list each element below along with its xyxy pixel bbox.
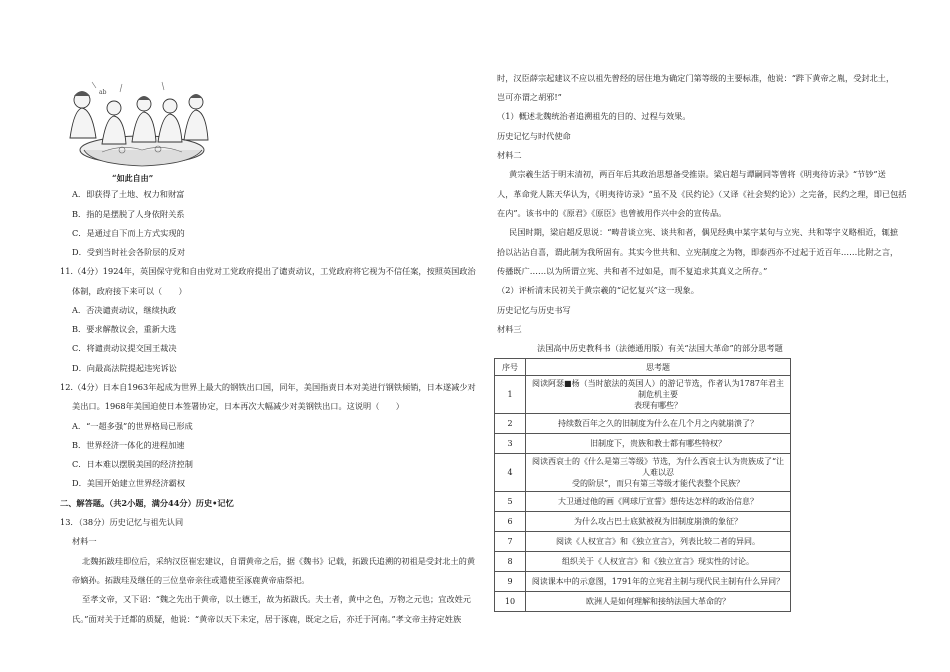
- m1-cont-line2: 岂可亦谓之胡邪!”: [497, 92, 562, 102]
- row-question: 持续数百年之久的旧制度为什么在几个月之内就崩溃了？: [526, 414, 791, 434]
- row-no: 10: [495, 592, 526, 612]
- row-question: 阅读《人权宣言》和《独立宣言》，列表比较二者的异同。: [526, 532, 791, 552]
- q10-option-b: B．指的是摆脱了人身依附关系: [72, 209, 185, 219]
- q10-option-d: D．受到当时社会各阶层的反对: [72, 247, 186, 257]
- q12-option-d: D．美国开始建立世界经济霸权: [72, 478, 186, 488]
- svg-text:ab: ab: [99, 89, 107, 96]
- m1-para1-line2: 帝嫡孙。拓跋珪及继任的三位皇帝亲往或遣使至涿鹿黄帝庙祭祀。: [72, 575, 310, 585]
- cartoon-illustration: [62, 78, 212, 168]
- table-row: [495, 434, 791, 454]
- q10-option-a: A．即获得了土地、权力和财富: [72, 189, 185, 199]
- table-row: [495, 414, 791, 434]
- row-no: 8: [495, 552, 526, 572]
- table-row: [495, 376, 791, 414]
- row-no: 2: [495, 414, 526, 434]
- row-question: 组织关于《人权宣言》和《独立宣言》现实性的讨论。: [526, 552, 791, 572]
- table-title: 法国高中历史教科书（法德通用版）有关“法国大革命”的部分思考题: [537, 343, 783, 353]
- table-row: [495, 592, 791, 612]
- row-question-line: 阅读西哀士的《什么是第三等级》节选，为什么西哀士认为贵族成了“让人难以忍: [531, 457, 785, 477]
- row-question-line: 阅读阿瑟■杨（当时旅法的英国人）的游记节选，作者认为1787年君主制危机主要: [532, 379, 784, 399]
- table-header-row: [495, 359, 791, 376]
- header-no: 序号: [495, 359, 526, 376]
- row-no: 9: [495, 572, 526, 592]
- header-question: 思考题: [526, 359, 791, 376]
- m2-para1-line2: 人，革命党人陈天华认为，《明夷待访录》“虽不及《民约论》（又译《社会契约论》）之完备，民约之理，即已包括: [497, 189, 907, 199]
- row-question-line: 表现有哪些？: [634, 401, 682, 410]
- q10-option-c: C．是通过自下而上方式实现的: [72, 228, 185, 238]
- table-row: [495, 552, 791, 572]
- material-1-label: 材料一: [72, 536, 97, 546]
- illustration-caption: “如此自由”: [112, 173, 154, 183]
- row-no: 7: [495, 532, 526, 552]
- m1-para1-line1: 北魏拓跋珪即位后，采纳汉臣崔宏建议，自谓黄帝之后，据《魏书》记载，拓跋氏追溯的初祖是受封北土的黄: [82, 556, 476, 566]
- q11-option-d: D．向最高法院提起违宪诉讼: [72, 363, 177, 373]
- section-2-heading: 二、解答题。（共2小题，满分44分）历史•记忆: [60, 498, 234, 508]
- row-no: 3: [495, 434, 526, 454]
- row-question: 旧制度下，贵族和教士都有哪些特权？: [526, 434, 791, 454]
- table-row: [495, 532, 791, 552]
- m2-para2-line2: 拾以沾沾自喜，谓此制为我所固有。其实今世共和、立宪制度之为物，即泰西亦不过起于近百年……比附之言，: [497, 247, 899, 257]
- row-question: 大卫通过他的画《网球厅宣誓》想传达怎样的政治信息？: [526, 492, 791, 512]
- m2-para1-line3: 在内”。该书中的《原君》《原臣》也曾被用作兴中会的宣传品。: [497, 208, 727, 218]
- q11-stem-line2: 体制，政府接下来可以（ ）: [72, 286, 187, 296]
- m1-cont-line1: 时，汉臣薛宗起建议不应以祖先曾经的居住地为确定门第等级的主要标准，他说：“跸下黄帝之胤，受封北土，: [497, 73, 895, 83]
- q12-stem-line1: 12.（4分）日本自1963年起成为世界上最大的钢铁出口国，同年，美国指责日本对美进行钢铁倾销，日本遂减少对: [60, 382, 476, 392]
- table-row: [495, 492, 791, 512]
- q12-option-b: B．世界经济一体化的进程加速: [72, 440, 185, 450]
- row-no: 6: [495, 512, 526, 532]
- sub-question-2: （2）评析清末民初关于黄宗羲的“记忆复兴”这一现象。: [497, 285, 699, 295]
- row-question: [526, 376, 791, 414]
- row-no: 5: [495, 492, 526, 512]
- row-question: 为什么攻占巴士底狱被视为旧制度崩溃的象征？: [526, 512, 791, 532]
- heading-memory-writing: 历史记忆与历史书写: [497, 305, 571, 315]
- q11-stem-line1: 11.（4分）1924年，英国保守党和自由党对工党政府提出了谴责动议，工党政府将它视为不信任案，按照英国政治: [60, 266, 476, 276]
- heading-memory-mission: 历史记忆与时代使命: [497, 131, 571, 141]
- table-row: [495, 454, 791, 492]
- table-row: [495, 572, 791, 592]
- m2-para1-line1: 黄宗羲生活于明末清初，两百年后其政治思想备受推崇。梁启超与谭嗣同等曾将《明夷待访录》“节钞”送: [509, 169, 886, 179]
- questions-table: [494, 358, 791, 612]
- row-no: 4: [495, 454, 526, 492]
- row-question-line: 受的阶层”，而只有第三等级才能代表整个民族？: [571, 479, 745, 488]
- row-question: 欧洲人是如何理解和接纳法国大革命的？: [526, 592, 791, 612]
- m2-para2-line3: 传播既广……以为所谓立宪、共和者不过如是，而不复追求其真义之所存。”: [497, 266, 768, 276]
- sub-question-1: （1）概述北魏统治者追溯祖先的目的、过程与效果。: [497, 111, 691, 121]
- m1-para2-line2: 氏。”面对关于迁都的质疑，他说：“黄帝以天下未定，居于涿鹿，既定之后，亦迁于河南。”孝文帝主持定姓族: [72, 614, 462, 624]
- q12-stem-line2: 美出口。1968年美国迫使日本签署协定，日本再次大幅减少对美钢铁出口。这说明（ ）: [72, 401, 404, 411]
- q13-title: 13．（38分）历史记忆与祖先认同: [60, 517, 184, 527]
- row-no: 1: [495, 376, 526, 414]
- q11-option-b: B．要求解散议会，重新大选: [72, 324, 177, 334]
- q11-option-a: A．否决谴责动议，继续执政: [72, 305, 177, 315]
- material-2-label: 材料二: [497, 150, 522, 160]
- q11-option-c: C．将谴责动议提交国王裁决: [72, 343, 177, 353]
- material-3-label: 材料三: [497, 324, 522, 334]
- m2-para2-line1: 民国时期，梁启超反思说：“畴昔谈立宪、谈共和者，偶见经典中某字某句与立宪、共和等字义略相近，辄摭: [509, 227, 898, 237]
- row-question: 阅读课本中的示意图，1791年的立宪君主制与现代民主制有什么异同？: [526, 572, 791, 592]
- m1-para2-line1: 至孝文帝，又下诏：“魏之先出于黄帝，以土德王，故为拓跋氏。夫土者，黄中之色，万物之元也；宜改姓元: [82, 594, 471, 604]
- q12-option-c: C．日本难以摆脱美国的经济控制: [72, 459, 193, 469]
- row-question: [526, 454, 791, 492]
- q12-option-a: A．“一超多强”的世界格局已形成: [72, 421, 193, 431]
- table-row: [495, 512, 791, 532]
